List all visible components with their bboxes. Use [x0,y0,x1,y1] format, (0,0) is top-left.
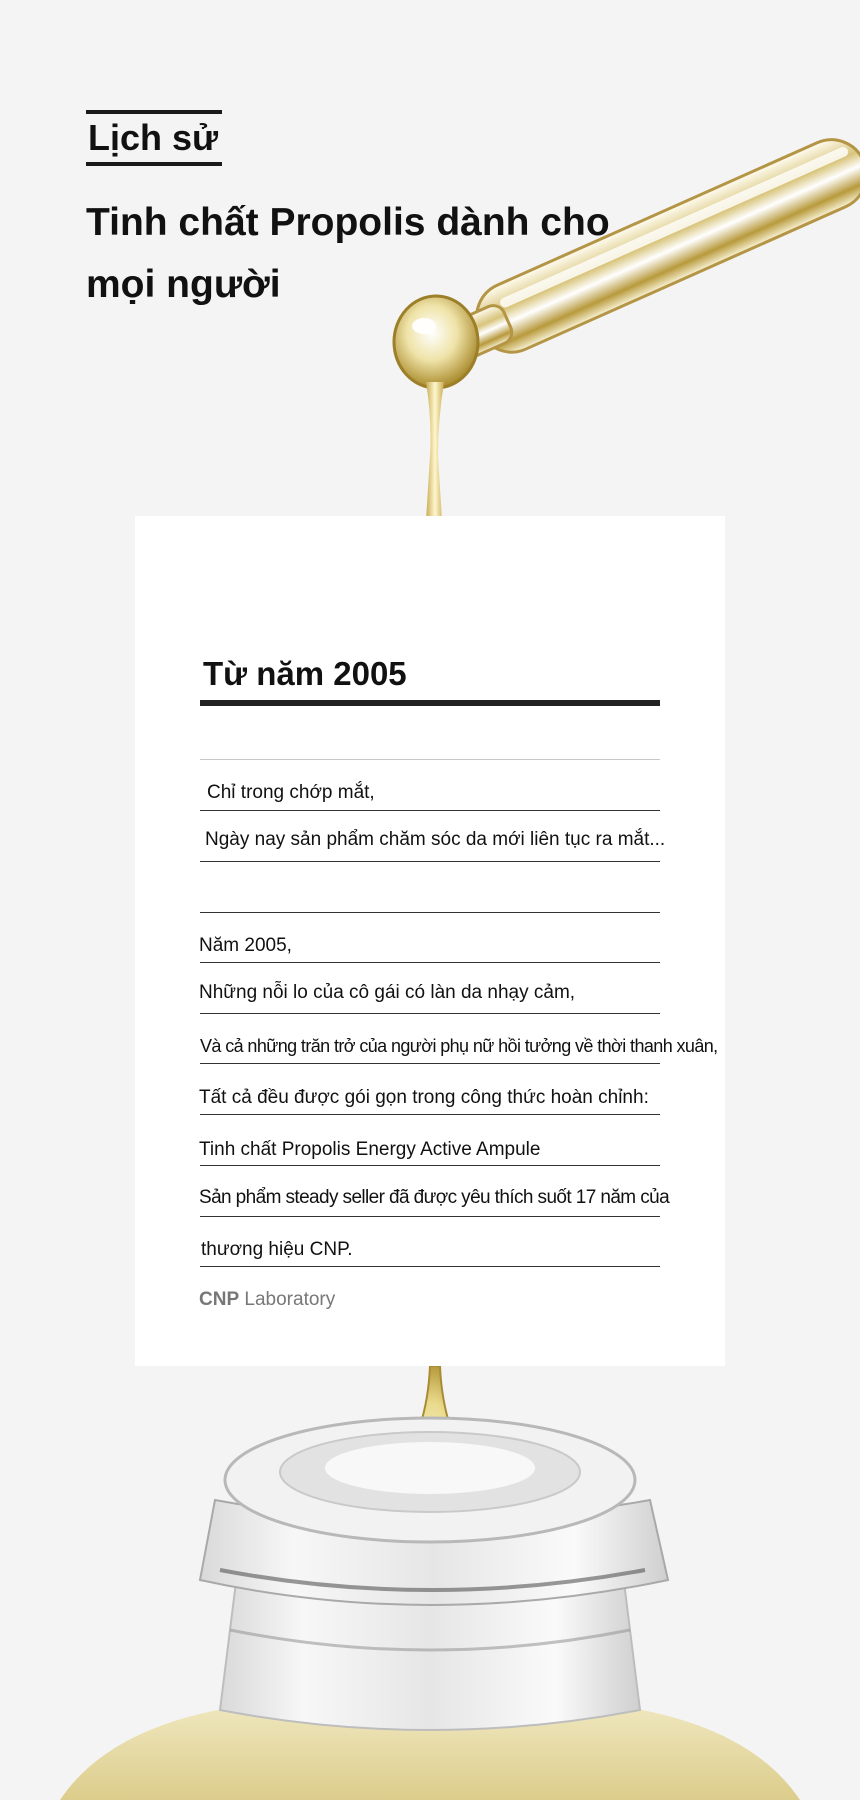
ruled-line [200,1266,660,1267]
story-line-3: Năm 2005, [199,935,292,956]
brand-name: Laboratory [244,1289,336,1310]
story-line-6: Tất cả đều được gói gọn trong công thức hoàn chỉnh: [199,1087,649,1108]
ruled-line [200,810,660,811]
section-tag: Lịch sử [86,110,222,166]
brand-mark: CNP [199,1289,240,1310]
story-card [135,516,725,1366]
ruled-line [200,1216,660,1217]
brand-logo [199,1288,335,1312]
ruled-line [200,1114,660,1115]
title-rule [200,700,660,706]
story-line-9: thương hiệu CNP. [201,1239,353,1260]
ruled-line [200,1013,660,1014]
story-line-4: Những nỗi lo của cô gái có làn da nhạy cảm, [199,982,576,1003]
ampoule-bottle-icon [0,1380,860,1800]
story-line-8: Sản phẩm steady seller đã được yêu thích suốt 17 năm của [199,1187,670,1208]
ruled-line [200,912,660,913]
story-line-2: Ngày nay sản phẩm chăm sóc da mới liên tục ra mắt... [205,829,666,850]
ruled-line [200,861,660,862]
ruled-line [200,1165,660,1166]
page-headline: Tinh chất Propolis dành cho mọi người [86,201,610,306]
card-title: Từ năm 2005 [203,655,407,692]
ruled-line [200,759,660,760]
story-line-5: Và cả những trăn trở của người phụ nữ hồi tưởng về thời thanh xuân, [200,1036,718,1056]
story-line-7: Tinh chất Propolis Energy Active Ampule [199,1139,541,1160]
ruled-line [200,1063,660,1064]
glass-dropper-icon [380,120,860,520]
story-line-1: Chỉ trong chớp mắt, [207,782,375,803]
ruled-line [200,962,660,963]
